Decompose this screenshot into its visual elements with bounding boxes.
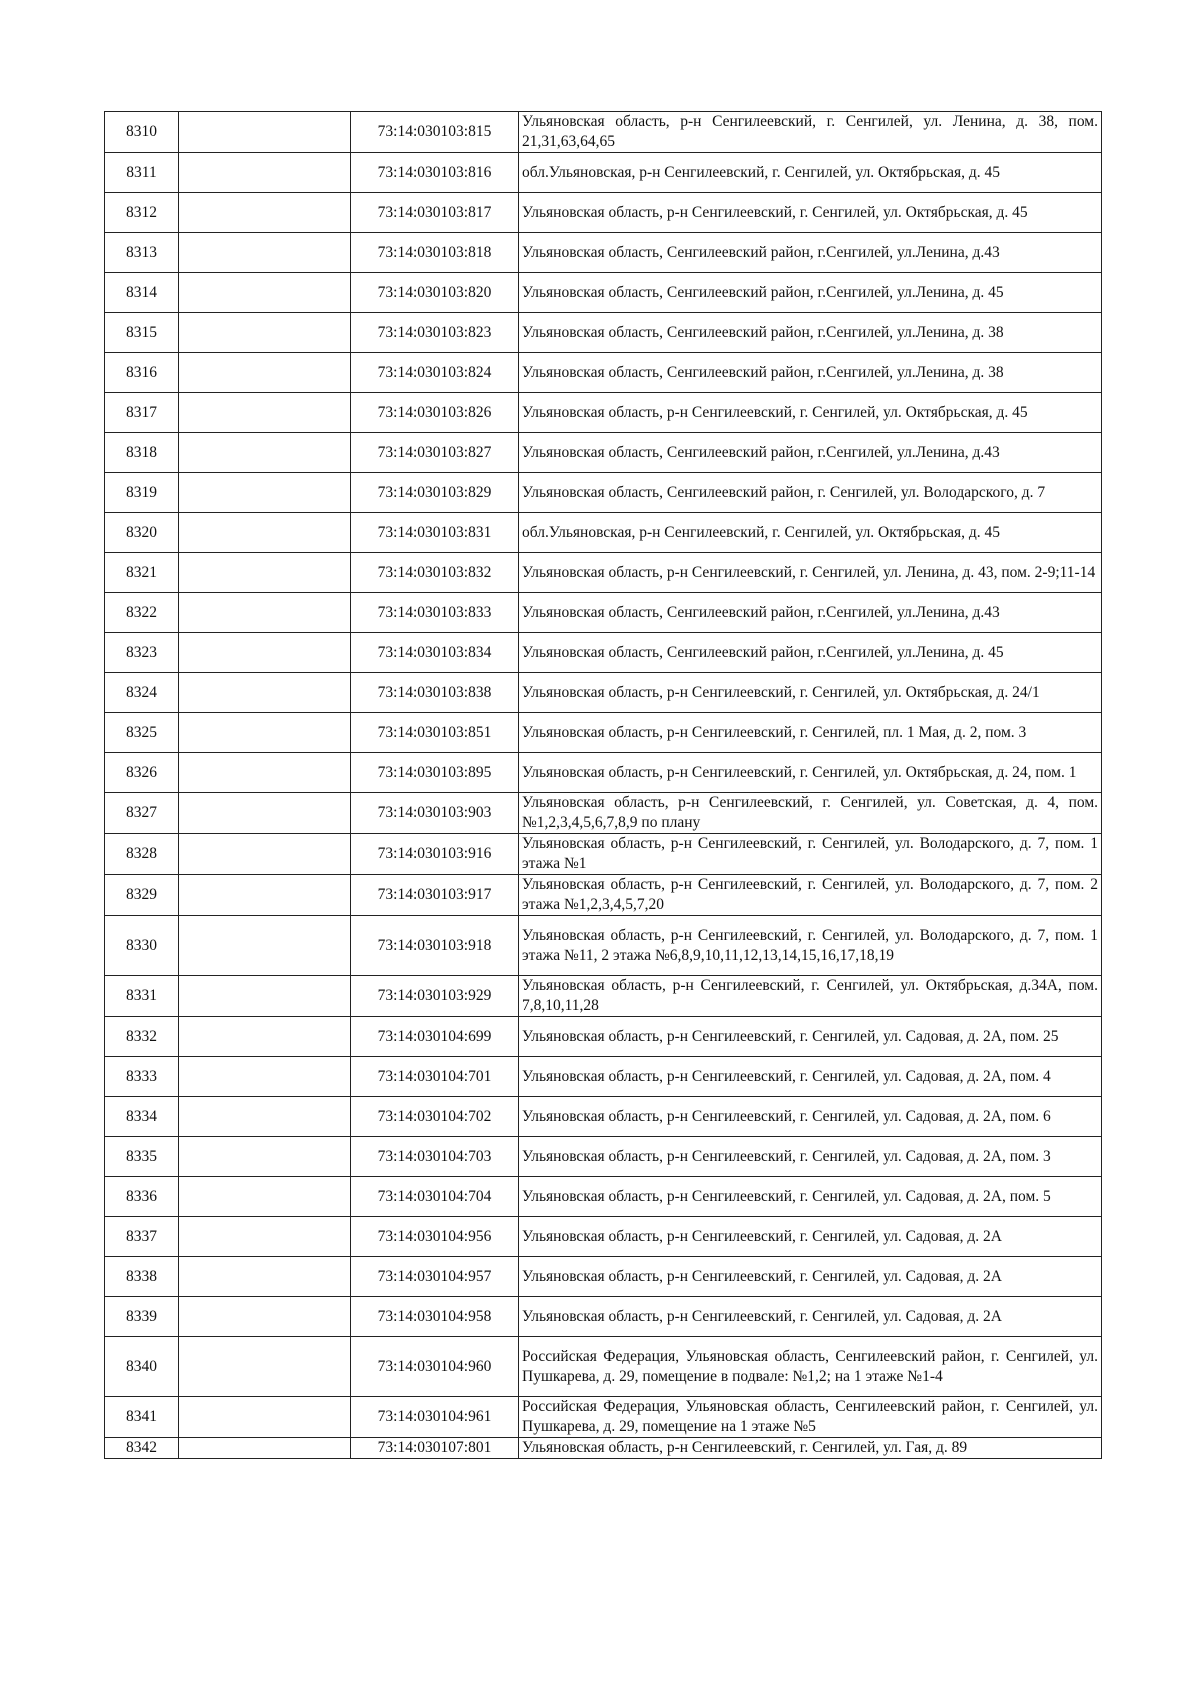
address-cell: Ульяновская область, р-н Сенгилеевский, г. Сенгилей, ул. Октябрьская, д. 24/1 (519, 673, 1102, 713)
row-number: 8327 (105, 793, 179, 834)
owner-cell (179, 1177, 351, 1217)
row-number: 8330 (105, 916, 179, 976)
address-cell: Ульяновская область, р-н Сенгилеевский, г. Сенгилей, ул. Володарского, д. 7, пом. 2 этажа №1,2,3,4,5,7,20 (519, 875, 1102, 916)
address-cell: Ульяновская область, р-н Сенгилеевский, г. Сенгилей, ул. Садовая, д. 2А (519, 1217, 1102, 1257)
table-row (105, 553, 1102, 593)
owner-cell (179, 153, 351, 193)
table-row (105, 593, 1102, 633)
row-number: 8311 (105, 153, 179, 193)
address-cell: Российская Федерация, Ульяновская область, Сенгилеевский район, г. Сенгилей, ул. Пушкарева, д. 29, помещение в подвале: №1,2; на 1 этаже №1-4 (519, 1337, 1102, 1397)
row-number: 8318 (105, 433, 179, 473)
owner-cell (179, 1397, 351, 1438)
address-cell: Ульяновская область, р-н Сенгилеевский, г. Сенгилей, ул. Советская, д. 4, пом. №1,2,3,4,5,6,7,8,9 по плану (519, 793, 1102, 834)
cadastral-number: 73:14:030103:824 (351, 353, 519, 393)
row-number: 8317 (105, 393, 179, 433)
cadastral-number: 73:14:030104:960 (351, 1337, 519, 1397)
address-cell: Ульяновская область, Сенгилеевский район, г.Сенгилей, ул.Ленина, д.43 (519, 433, 1102, 473)
table-row (105, 193, 1102, 233)
owner-cell (179, 513, 351, 553)
cadastral-number: 73:14:030104:958 (351, 1297, 519, 1337)
table-row (105, 793, 1102, 834)
address-cell: Ульяновская область, р-н Сенгилеевский, г. Сенгилей, ул. Октябрьская, д. 45 (519, 393, 1102, 433)
table-row (105, 633, 1102, 673)
table-row (105, 976, 1102, 1017)
row-number: 8320 (105, 513, 179, 553)
address-cell: обл.Ульяновская, р-н Сенгилеевский, г. Сенгилей, ул. Октябрьская, д. 45 (519, 153, 1102, 193)
cadastral-number: 73:14:030103:818 (351, 233, 519, 273)
owner-cell (179, 473, 351, 513)
registry-table (104, 111, 1102, 1459)
row-number: 8329 (105, 875, 179, 916)
table-row (105, 713, 1102, 753)
owner-cell (179, 593, 351, 633)
table-row (105, 673, 1102, 713)
address-cell: Ульяновская область, р-н Сенгилеевский, г. Сенгилей, ул. Садовая, д. 2А, пом. 4 (519, 1057, 1102, 1097)
cadastral-number: 73:14:030103:895 (351, 753, 519, 793)
address-cell: Ульяновская область, р-н Сенгилеевский, г. Сенгилей, ул. Октябрьская, д.34А, пом. 7,8,10,11,28 (519, 976, 1102, 1017)
table-row (105, 1017, 1102, 1057)
cadastral-number: 73:14:030104:702 (351, 1097, 519, 1137)
cadastral-number: 73:14:030103:838 (351, 673, 519, 713)
table-row (105, 393, 1102, 433)
owner-cell (179, 1438, 351, 1459)
owner-cell (179, 193, 351, 233)
table-row (105, 1337, 1102, 1397)
table-row (105, 513, 1102, 553)
cadastral-number: 73:14:030103:815 (351, 112, 519, 153)
table-row (105, 1217, 1102, 1257)
row-number: 8316 (105, 353, 179, 393)
address-cell: Ульяновская область, Сенгилеевский район, г.Сенгилей, ул.Ленина, д.43 (519, 593, 1102, 633)
cadastral-number: 73:14:030103:903 (351, 793, 519, 834)
table-row (105, 1097, 1102, 1137)
owner-cell (179, 793, 351, 834)
table-row (105, 233, 1102, 273)
table-row (105, 433, 1102, 473)
cadastral-number: 73:14:030103:817 (351, 193, 519, 233)
cadastral-number: 73:14:030103:916 (351, 834, 519, 875)
address-cell: Ульяновская область, Сенгилеевский район, г.Сенгилей, ул.Ленина, д. 45 (519, 273, 1102, 313)
cadastral-number: 73:14:030103:827 (351, 433, 519, 473)
table-row (105, 353, 1102, 393)
row-number: 8338 (105, 1257, 179, 1297)
owner-cell (179, 713, 351, 753)
row-number: 8334 (105, 1097, 179, 1137)
cadastral-number: 73:14:030103:929 (351, 976, 519, 1017)
row-number: 8337 (105, 1217, 179, 1257)
address-cell: Ульяновская область, р-н Сенгилеевский, г. Сенгилей, ул. Гая, д. 89 (519, 1438, 1102, 1459)
address-cell: Ульяновская область, р-н Сенгилеевский, г. Сенгилей, ул. Садовая, д. 2А, пом. 5 (519, 1177, 1102, 1217)
owner-cell (179, 553, 351, 593)
owner-cell (179, 1257, 351, 1297)
table-row (105, 875, 1102, 916)
table-row (105, 1137, 1102, 1177)
cadastral-number: 73:14:030104:701 (351, 1057, 519, 1097)
cadastral-number: 73:14:030103:826 (351, 393, 519, 433)
owner-cell (179, 273, 351, 313)
cadastral-number: 73:14:030104:699 (351, 1017, 519, 1057)
table-row (105, 473, 1102, 513)
table-row (105, 153, 1102, 193)
owner-cell (179, 834, 351, 875)
table-row (105, 313, 1102, 353)
table-row (105, 1438, 1102, 1459)
address-cell: Ульяновская область, Сенгилеевский район, г.Сенгилей, ул.Ленина, д. 38 (519, 313, 1102, 353)
cadastral-number: 73:14:030104:704 (351, 1177, 519, 1217)
row-number: 8325 (105, 713, 179, 753)
cadastral-number: 73:14:030103:918 (351, 916, 519, 976)
table-row (105, 112, 1102, 153)
registry-table-body (105, 112, 1102, 1459)
owner-cell (179, 1017, 351, 1057)
row-number: 8310 (105, 112, 179, 153)
cadastral-number: 73:14:030103:829 (351, 473, 519, 513)
owner-cell (179, 875, 351, 916)
cadastral-number: 73:14:030103:834 (351, 633, 519, 673)
row-number: 8341 (105, 1397, 179, 1438)
address-cell: Российская Федерация, Ульяновская область, Сенгилеевский район, г. Сенгилей, ул. Пушкарева, д. 29, помещение на 1 этаже №5 (519, 1397, 1102, 1438)
row-number: 8313 (105, 233, 179, 273)
row-number: 8314 (105, 273, 179, 313)
address-cell: Ульяновская область, р-н Сенгилеевский, г. Сенгилей, пл. 1 Мая, д. 2, пом. 3 (519, 713, 1102, 753)
row-number: 8332 (105, 1017, 179, 1057)
cadastral-number: 73:14:030103:820 (351, 273, 519, 313)
row-number: 8321 (105, 553, 179, 593)
cadastral-number: 73:14:030103:816 (351, 153, 519, 193)
owner-cell (179, 1137, 351, 1177)
address-cell: Ульяновская область, р-н Сенгилеевский, г. Сенгилей, ул. Садовая, д. 2А (519, 1297, 1102, 1337)
row-number: 8324 (105, 673, 179, 713)
owner-cell (179, 433, 351, 473)
cadastral-number: 73:14:030103:917 (351, 875, 519, 916)
row-number: 8331 (105, 976, 179, 1017)
owner-cell (179, 753, 351, 793)
cadastral-number: 73:14:030103:832 (351, 553, 519, 593)
owner-cell (179, 1097, 351, 1137)
address-cell: Ульяновская область, р-н Сенгилеевский, г. Сенгилей, ул. Садовая, д. 2А (519, 1257, 1102, 1297)
address-cell: Ульяновская область, р-н Сенгилеевский, г. Сенгилей, ул. Володарского, д. 7, пом. 1 этажа №1 (519, 834, 1102, 875)
owner-cell (179, 313, 351, 353)
address-cell: Ульяновская область, р-н Сенгилеевский, г. Сенгилей, ул. Ленина, д. 38, пом. 21,31,63,64,65 (519, 112, 1102, 153)
owner-cell (179, 673, 351, 713)
row-number: 8335 (105, 1137, 179, 1177)
row-number: 8322 (105, 593, 179, 633)
row-number: 8340 (105, 1337, 179, 1397)
table-row (105, 1177, 1102, 1217)
row-number: 8333 (105, 1057, 179, 1097)
table-row (105, 1057, 1102, 1097)
owner-cell (179, 916, 351, 976)
cadastral-number: 73:14:030103:831 (351, 513, 519, 553)
owner-cell (179, 112, 351, 153)
cadastral-number: 73:14:030107:801 (351, 1438, 519, 1459)
row-number: 8326 (105, 753, 179, 793)
address-cell: Ульяновская область, р-н Сенгилеевский, г. Сенгилей, ул. Садовая, д. 2А, пом. 6 (519, 1097, 1102, 1137)
table-row (105, 753, 1102, 793)
address-cell: Ульяновская область, р-н Сенгилеевский, г. Сенгилей, ул. Октябрьская, д. 24, пом. 1 (519, 753, 1102, 793)
cadastral-number: 73:14:030103:823 (351, 313, 519, 353)
owner-cell (179, 1297, 351, 1337)
owner-cell (179, 233, 351, 273)
cadastral-number: 73:14:030103:851 (351, 713, 519, 753)
owner-cell (179, 1057, 351, 1097)
table-row (105, 273, 1102, 313)
address-cell: Ульяновская область, р-н Сенгилеевский, г. Сенгилей, ул. Садовая, д. 2А, пом. 25 (519, 1017, 1102, 1057)
owner-cell (179, 393, 351, 433)
cadastral-number: 73:14:030104:956 (351, 1217, 519, 1257)
row-number: 8336 (105, 1177, 179, 1217)
address-cell: обл.Ульяновская, р-н Сенгилеевский, г. Сенгилей, ул. Октябрьская, д. 45 (519, 513, 1102, 553)
row-number: 8342 (105, 1438, 179, 1459)
row-number: 8339 (105, 1297, 179, 1337)
row-number: 8328 (105, 834, 179, 875)
owner-cell (179, 633, 351, 673)
cadastral-number: 73:14:030103:833 (351, 593, 519, 633)
owner-cell (179, 353, 351, 393)
address-cell: Ульяновская область, р-н Сенгилеевский, г. Сенгилей, ул. Октябрьская, д. 45 (519, 193, 1102, 233)
row-number: 8319 (105, 473, 179, 513)
address-cell: Ульяновская область, Сенгилеевский район, г.Сенгилей, ул.Ленина, д.43 (519, 233, 1102, 273)
address-cell: Ульяновская область, Сенгилеевский район, г.Сенгилей, ул.Ленина, д. 45 (519, 633, 1102, 673)
owner-cell (179, 976, 351, 1017)
table-row (105, 834, 1102, 875)
row-number: 8323 (105, 633, 179, 673)
cadastral-number: 73:14:030104:961 (351, 1397, 519, 1438)
table-row (105, 1297, 1102, 1337)
table-row (105, 1257, 1102, 1297)
address-cell: Ульяновская область, Сенгилеевский район, г.Сенгилей, ул.Ленина, д. 38 (519, 353, 1102, 393)
owner-cell (179, 1337, 351, 1397)
address-cell: Ульяновская область, р-н Сенгилеевский, г. Сенгилей, ул. Ленина, д. 43, пом. 2-9;11-14 (519, 553, 1102, 593)
row-number: 8315 (105, 313, 179, 353)
address-cell: Ульяновская область, Сенгилеевский район, г. Сенгилей, ул. Володарского, д. 7 (519, 473, 1102, 513)
owner-cell (179, 1217, 351, 1257)
table-row (105, 916, 1102, 976)
row-number: 8312 (105, 193, 179, 233)
cadastral-number: 73:14:030104:957 (351, 1257, 519, 1297)
address-cell: Ульяновская область, р-н Сенгилеевский, г. Сенгилей, ул. Володарского, д. 7, пом. 1 этажа №11, 2 этажа №6,8,9,10,11,12,13,14,15,16,17,18,19 (519, 916, 1102, 976)
table-row (105, 1397, 1102, 1438)
cadastral-number: 73:14:030104:703 (351, 1137, 519, 1177)
address-cell: Ульяновская область, р-н Сенгилеевский, г. Сенгилей, ул. Садовая, д. 2А, пом. 3 (519, 1137, 1102, 1177)
